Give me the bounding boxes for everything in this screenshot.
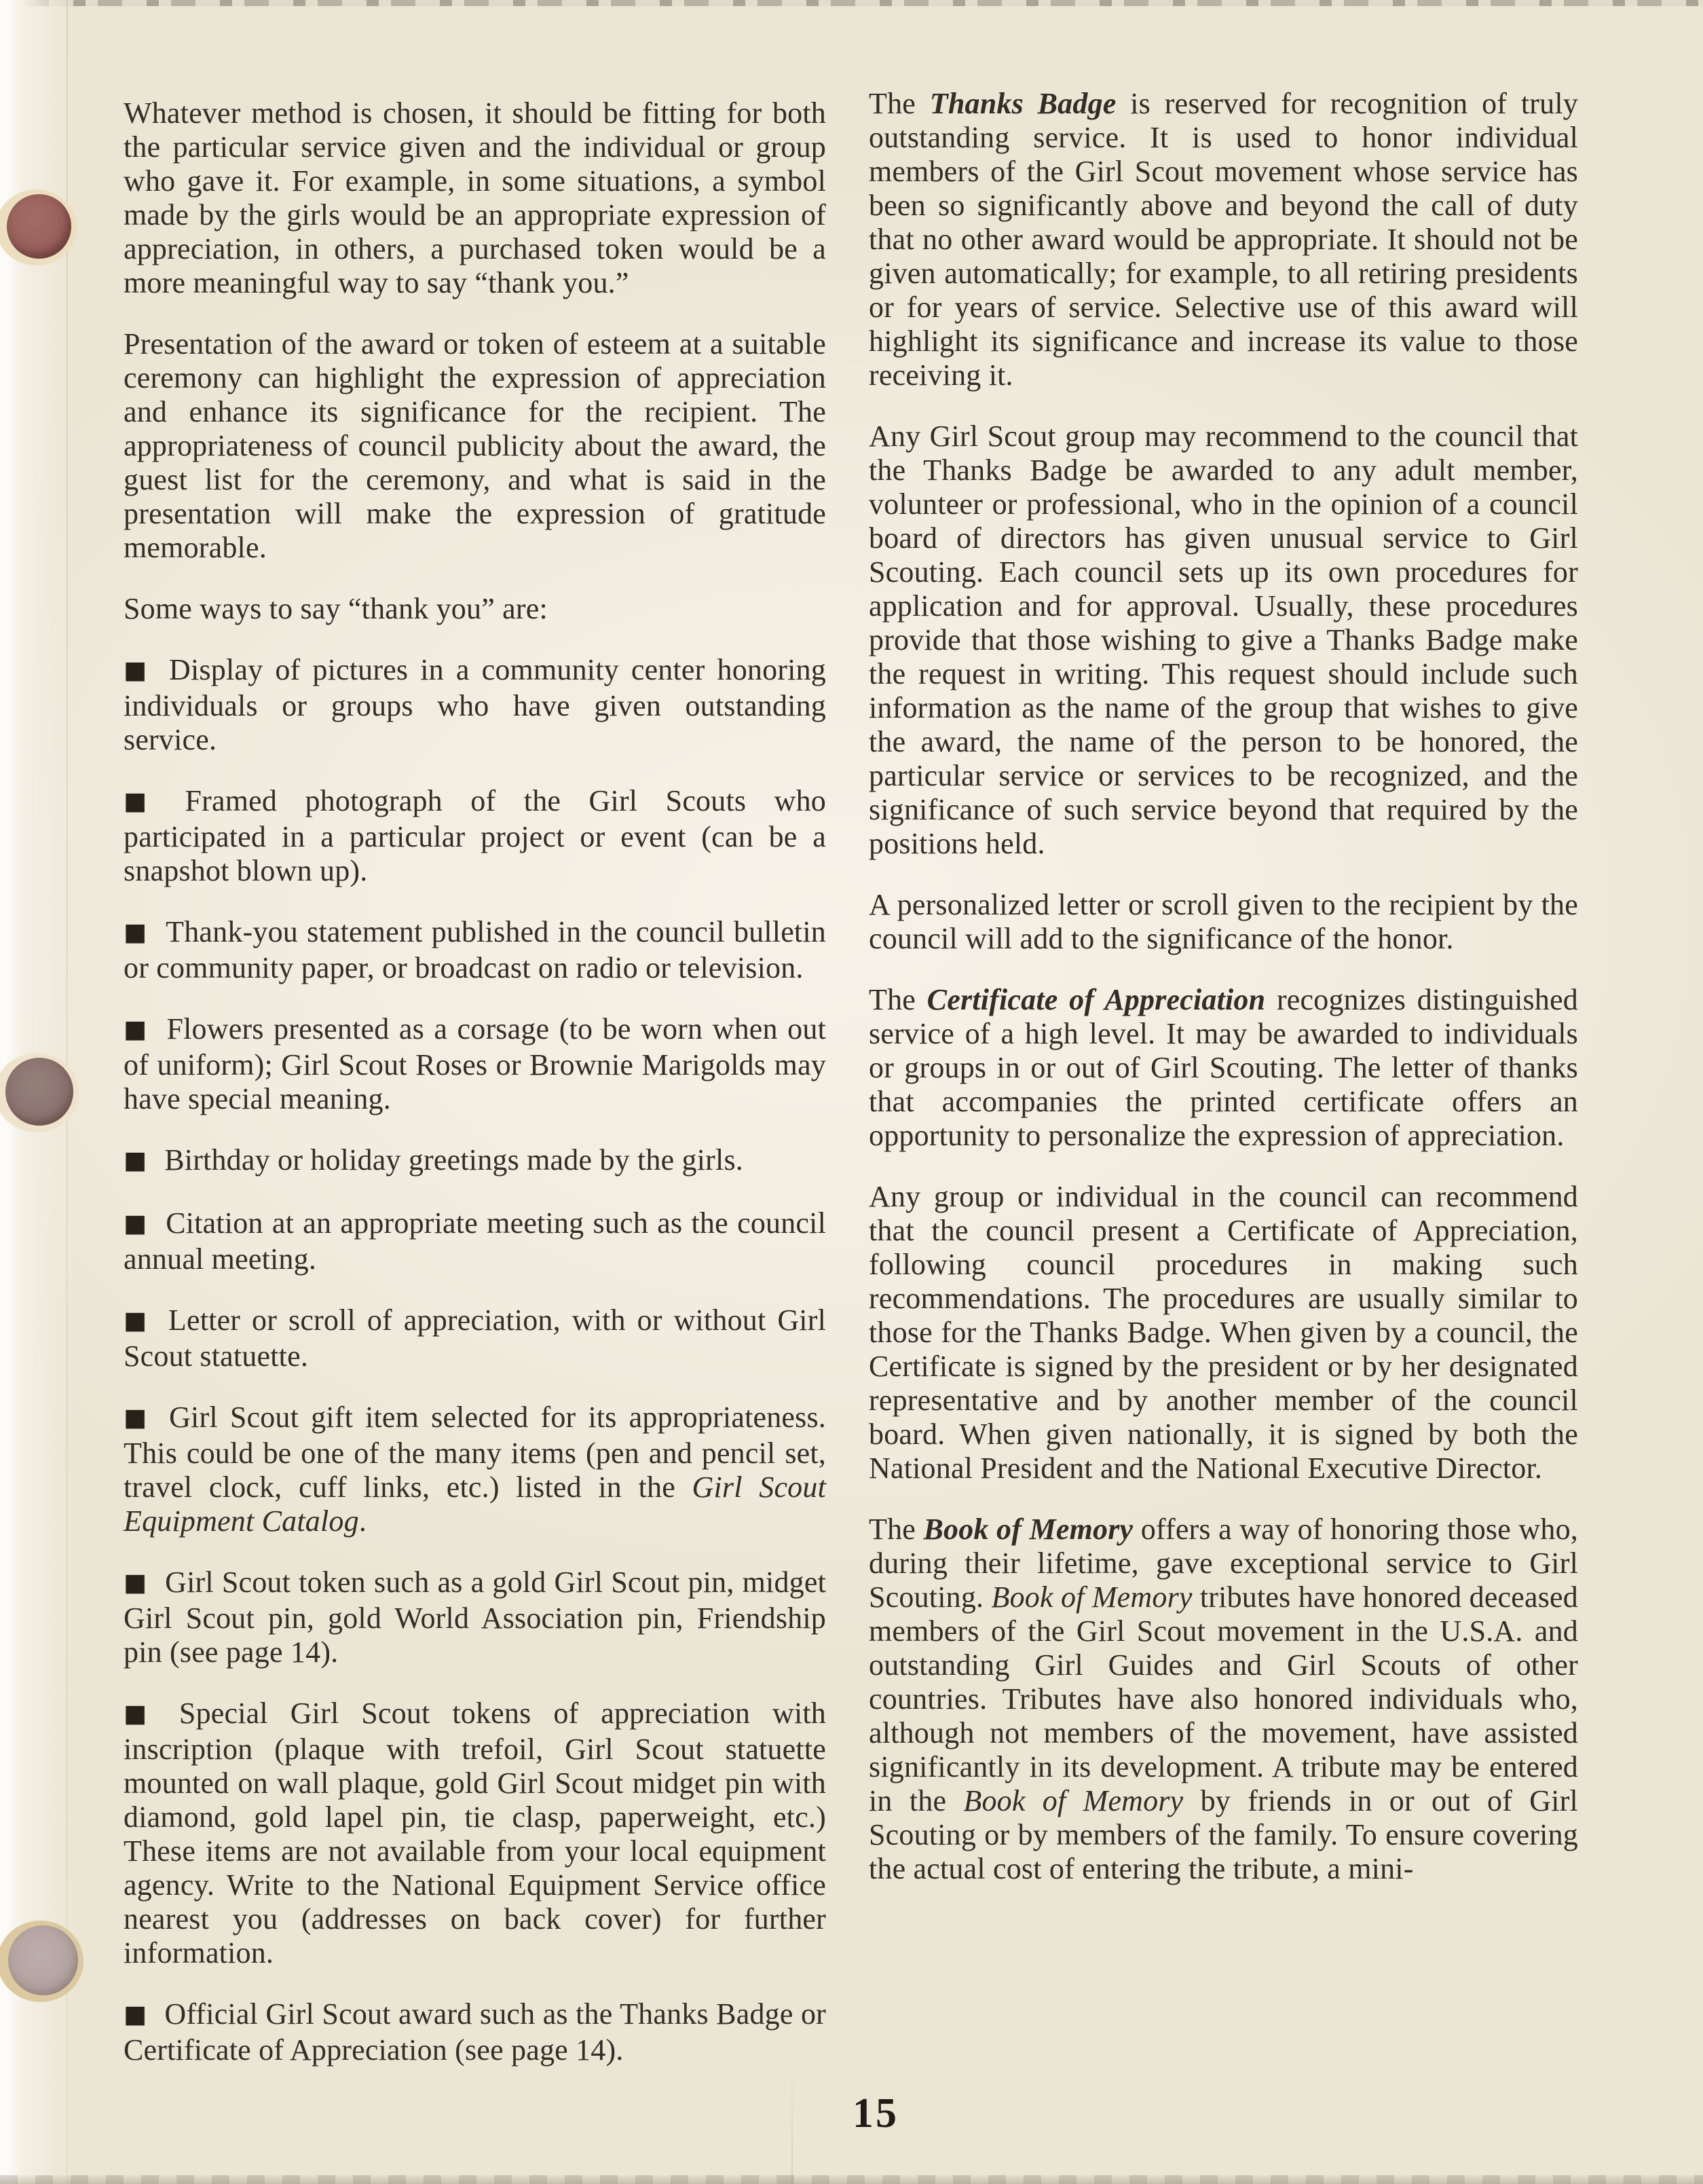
- italic-title-text: Girl Scout Equipment Catalog: [124, 1470, 826, 1538]
- list-item: [124, 1303, 826, 1373]
- paragraph: [869, 1513, 1578, 1886]
- list-item-text: Girl Scout gift item selected for its appropriateness. This could be one of the many items (pen and pencil set, travel clock, cuff links, etc.) listed in the: [124, 1401, 826, 1504]
- list-item-text: Framed photograph of the Girl Scouts who participated in a particular project or event (can be a snapshot blown up).: [124, 784, 826, 887]
- binder-hole-middle: [5, 1058, 73, 1126]
- paragraph-text: Any group or individual in the council can recommend that the council present a Certificate of Appreciation, following council procedures in making such recommendations. The procedures are usually similar to those for the Thanks Badge. When given by a council, the Certificate is signed by the president or by her designated representative and by another member of the council board. When given nationally, it is signed by both the National President and the National Executive Director.: [869, 1180, 1578, 1485]
- paper-edge-top: [0, 0, 1703, 6]
- list-item: [124, 653, 826, 757]
- list-item-text: Letter or scroll of appreciation, with or without Girl Scout statuette.: [124, 1303, 827, 1373]
- list-item: [124, 1997, 826, 2067]
- paragraph-text: Whatever method is chosen, it should be fitting for both the particular service given and the individual or group who gave it. For example, in some situations, a symbol made by the girls would be an appropriate expression of appreciation, in others, a purchased token would be a more meaningful way to say “thank you.”: [124, 96, 826, 299]
- paragraph-text: Any Girl Scout group may recommend to the council that the Thanks Badge be awarded to any adult member, volunteer or professional, who in the opinion of a council board of directors has given unusual service to Girl Scouting. Each council sets up its own procedures for application and for approval. Usually, these procedures provide that those wishing to give a Thanks Badge make the request in writing. This request should include such information as the name of the group that wishes to give the award, the name of the person to be honored, the particular service or services to be recognized, and the significance of such service beyond that required by the positions held.: [869, 420, 1578, 860]
- paragraph: [869, 1180, 1578, 1485]
- paragraph-text: recognizes distinguished service of a high level. It may be awarded to individuals or groups in or out of Girl Scouting. The letter of thanks that accompanies the printed certificate offers an opportunity to personalize the expression of appreciation.: [869, 983, 1579, 1152]
- bullet-square-icon: ■: [124, 1210, 149, 1238]
- list-item-text: Girl Scout token such as a gold Girl Scout pin, midget Girl Scout pin, gold World Association pin, Friendship pin (see page 14).: [124, 1566, 827, 1669]
- list-item: [124, 1697, 826, 1970]
- list-item-text: Citation at an appropriate meeting such as the council annual meeting.: [124, 1206, 826, 1276]
- italic-title-text: Book of Memory: [963, 1784, 1184, 1817]
- list-item: [124, 915, 826, 985]
- bullet-square-icon: ■: [124, 656, 152, 684]
- award-title-thanks-badge: Thanks Badge: [929, 87, 1117, 120]
- list-item: [124, 1143, 826, 1179]
- paragraph-text: Some ways to say “thank you” are:: [124, 592, 548, 625]
- bullet-square-icon: ■: [124, 1700, 162, 1728]
- paragraph-text: Presentation of the award or token of esteem at a suitable ceremony can highlight the expression of appreciation and enhance its significance for the recipient. The appropriateness of council publicity about the award, the guest list for the ceremony, and what is said in the presentation will make the expression of gratitude memorable.: [124, 327, 826, 564]
- paragraph: [869, 983, 1578, 1153]
- binder-hole-core: [5, 1058, 73, 1126]
- list-item-text: Display of pictures in a community center honoring individuals or groups who have given outstanding service.: [124, 653, 826, 756]
- paragraph: [124, 592, 826, 626]
- binder-hole-core: [8, 1925, 78, 1995]
- paragraph: [124, 96, 826, 300]
- paragraph-text: The: [869, 983, 927, 1016]
- list-item: [124, 1012, 826, 1116]
- paragraph: [869, 888, 1578, 956]
- page-crease-line: [791, 2057, 793, 2184]
- paragraph-text: tributes have honored deceased members of the Girl Scout movement in the U.S.A. and outstanding Girl Guides and Girl Scouts of other countries. Tributes have also honored individuals who, although not members of the movement, have assisted significantly in its development. A tribute may be entered in the: [869, 1580, 1578, 1817]
- paragraph-text: by friends in or out of Girl Scouting or by members of the family. To ensure covering the actual cost of entering the tribute, a mini-: [869, 1784, 1578, 1885]
- paragraph-text: offers a way of honoring those who, during their lifetime, gave exceptional service to Girl Scouting.: [869, 1513, 1578, 1614]
- list-item-text: Birthday or holiday greetings made by the girls.: [164, 1143, 743, 1177]
- paragraph: [869, 87, 1578, 392]
- paragraph-text: The: [869, 1513, 924, 1546]
- list-item: [124, 784, 826, 888]
- page-number: 15: [853, 2090, 899, 2136]
- binder-hole-core: [7, 194, 71, 259]
- list-item: [124, 1566, 826, 1669]
- list-item-text: .: [358, 1504, 367, 1538]
- award-title-book-of-memory: Book of Memory: [923, 1513, 1134, 1546]
- bullet-square-icon: ■: [124, 788, 168, 815]
- paragraph-text: The: [869, 87, 930, 120]
- list-item-text: Special Girl Scout tokens of appreciation with inscription (plaque with trefoil, Girl Scout statuette mounted on wall plaque, gold Girl Scout midget pin with diamond, gold lapel pin, tie clasp, paperweight, etc.) These items are not available from your local equipment agency. Write to the National Equipment Service office nearest you (addresses on back cover) for further information.: [124, 1697, 826, 1969]
- list-item: [124, 1206, 826, 1276]
- right-column: [869, 87, 1578, 1886]
- list-item-text: Official Girl Scout award such as the Thanks Badge or Certificate of Appreciation (see page 14).: [124, 1997, 826, 2067]
- award-title-certificate-of-appreciation: Certificate of Appreciation: [927, 983, 1266, 1016]
- italic-title-text: Book of Memory: [991, 1580, 1193, 1614]
- left-column: [124, 96, 826, 2067]
- list-item: [124, 1401, 826, 1538]
- paper-edge-bottom: [0, 2175, 1703, 2184]
- list-item-text: Thank-you statement published in the council bulletin or community paper, or broadcast on radio or television.: [124, 915, 826, 984]
- bullet-square-icon: ■: [124, 2001, 147, 2029]
- bullet-square-icon: ■: [124, 1569, 148, 1597]
- bullet-square-icon: ■: [124, 1016, 149, 1043]
- bullet-square-icon: ■: [124, 1147, 147, 1174]
- bullet-square-icon: ■: [124, 919, 149, 946]
- bullet-square-icon: ■: [124, 1307, 151, 1335]
- binder-hole-top: [7, 194, 71, 259]
- paragraph: [869, 420, 1578, 861]
- paragraph-text: is reserved for recognition of truly outstanding service. It is used to honor individual members of the Girl Scout movement whose service has been so significantly above and beyond the call of duty that no other award would be appropriate. It should not be given automatically; for example, to all retiring presidents or for years of service. Selective use of this award will highlight its significance and increase its value to those receiving it.: [869, 87, 1578, 392]
- paragraph-text: A personalized letter or scroll given to the recipient by the council will add to the significance of the honor.: [869, 888, 1578, 955]
- binder-hole-bottom: [8, 1925, 78, 1995]
- bullet-square-icon: ■: [124, 1404, 152, 1432]
- paragraph: [124, 327, 826, 565]
- list-item-text: Flowers presented as a corsage (to be worn when out of uniform); Girl Scout Roses or Brownie Marigolds may have special meaning.: [124, 1012, 826, 1115]
